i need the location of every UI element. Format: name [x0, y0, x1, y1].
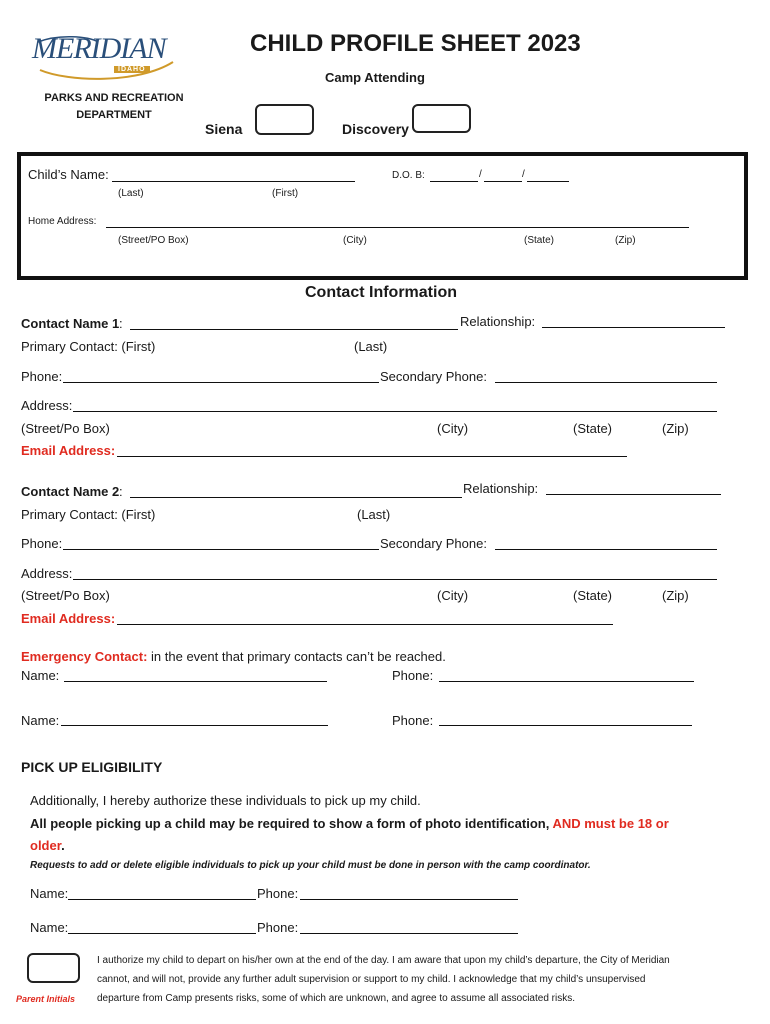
contact2-state-hint: (State) [573, 588, 613, 603]
pickup2-phone-field[interactable] [300, 933, 518, 934]
emergency2-phone-field[interactable] [439, 725, 692, 726]
contact1-colon: : [119, 316, 123, 331]
contact1-relationship-field[interactable] [542, 327, 725, 328]
page-title: CHILD PROFILE SHEET 2023 [250, 30, 581, 57]
pickup-period: . [61, 838, 65, 853]
camp-option-siena-label: Siena [205, 121, 243, 137]
pickup1-phone-field[interactable] [300, 899, 518, 900]
contact2-relationship-field[interactable] [546, 494, 721, 495]
contact-section-title: Contact Information [305, 284, 457, 301]
contact2-primary-first-hint: Primary Contact: (First) [21, 507, 156, 522]
child-name-field[interactable] [112, 181, 355, 182]
contact1-street-hint: (Street/Po Box) [21, 421, 110, 436]
pickup-age-text-2: older [30, 838, 62, 853]
child-name-label: Child’s Name: [28, 167, 109, 182]
contact1-primary-first-hint: Primary Contact: (First) [21, 339, 156, 354]
contact1-city-hint: (City) [437, 421, 469, 436]
dob-day-field[interactable] [484, 181, 522, 182]
camp-attending-label: Camp Attending [325, 70, 425, 85]
pickup-id-text: All people picking up a child may be required to show a form of photo identification, [30, 816, 550, 831]
dob-separator-1: / [479, 169, 482, 180]
logo-text: MERIDIAN [32, 32, 166, 65]
contact1-zip-hint: (Zip) [662, 421, 689, 436]
contact1-address-field[interactable] [73, 411, 717, 412]
contact2-email-field[interactable] [117, 624, 613, 625]
child-info-box [17, 152, 748, 280]
contact1-address-label: Address: [21, 398, 73, 413]
contact1-primary-last-hint: (Last) [354, 339, 388, 354]
contact2-address-field[interactable] [73, 579, 717, 580]
contact2-phone-label: Phone: [21, 536, 63, 551]
contact1-phone-label: Phone: [21, 369, 63, 384]
home-street-hint: (Street/PO Box) [118, 235, 189, 246]
camp-discovery-checkbox[interactable] [412, 104, 471, 133]
pickup2-name-label: Name: [30, 920, 69, 935]
contact2-name-field[interactable] [130, 497, 462, 498]
pickup-id-line [30, 816, 669, 831]
pickup-authorize-text: Additionally, I hereby authorize these individuals to pick up my child. [30, 793, 421, 808]
consent-line-3: departure from Camp presents risks, some of which are unknown, and agree to assume all associated risks. [97, 993, 575, 1004]
contact2-city-hint: (City) [437, 588, 469, 603]
dob-month-field[interactable] [430, 181, 478, 182]
consent-line-2: cannot, and will not, provide any further adult supervision or support to my child. I acknowledge that my child’s unsupervised [97, 974, 646, 985]
pickup-section-title: PICK UP ELIGIBILITY [21, 759, 163, 775]
contact1-secondary-phone-label: Secondary Phone: [380, 369, 487, 384]
contact2-email-label: Email Address: [21, 611, 116, 626]
pickup1-phone-label: Phone: [257, 886, 299, 901]
consent-line-1: I authorize my child to depart on his/her own at the end of the day. I am aware that upon my child’s departure, the City of Meridian [97, 955, 670, 966]
contact1-email-field[interactable] [117, 456, 627, 457]
child-last-hint: (Last) [118, 188, 144, 199]
parent-initials-box[interactable] [27, 953, 80, 983]
contact2-label: Contact Name 2 [21, 484, 120, 499]
contact1-state-hint: (State) [573, 421, 613, 436]
department-name: PARKS AND RECREATION DEPARTMENT [44, 92, 184, 121]
emergency2-phone-label: Phone: [392, 713, 434, 728]
emergency-contact-text: in the event that primary contacts can’t be reached. [147, 649, 446, 664]
meridian-logo [28, 32, 178, 82]
contact1-secondary-phone-field[interactable] [495, 382, 717, 383]
emergency2-name-label: Name: [21, 713, 60, 728]
emergency1-phone-label: Phone: [392, 668, 434, 683]
home-address-field[interactable] [106, 227, 689, 228]
contact1-label: Contact Name 1 [21, 316, 120, 331]
pickup2-phone-label: Phone: [257, 920, 299, 935]
pickup-age-text-1: AND must be 18 or [552, 816, 669, 831]
home-state-hint: (State) [524, 235, 555, 246]
home-city-hint: (City) [343, 235, 367, 246]
emergency2-name-field[interactable] [61, 725, 328, 726]
emergency1-phone-field[interactable] [439, 681, 694, 682]
camp-option-discovery-label: Discovery [342, 121, 409, 137]
dob-separator-2: / [522, 169, 525, 180]
pickup-age-line [30, 838, 65, 853]
contact2-address-label: Address: [21, 566, 73, 581]
contact2-relationship-label: Relationship: [463, 481, 539, 496]
child-first-hint: (First) [272, 188, 299, 199]
home-zip-hint: (Zip) [615, 235, 636, 246]
emergency1-name-label: Name: [21, 668, 60, 683]
pickup2-name-field[interactable] [68, 933, 256, 934]
emergency-contact-line [21, 649, 446, 664]
dob-year-field[interactable] [527, 181, 569, 182]
camp-siena-checkbox[interactable] [255, 104, 314, 135]
emergency1-name-field[interactable] [64, 681, 327, 682]
contact2-street-hint: (Street/Po Box) [21, 588, 110, 603]
contact2-zip-hint: (Zip) [662, 588, 689, 603]
contact1-relationship-label: Relationship: [460, 314, 536, 329]
parent-initials-label: Parent Initials [16, 994, 76, 1004]
pickup1-name-field[interactable] [68, 899, 256, 900]
contact2-secondary-phone-label: Secondary Phone: [380, 536, 487, 551]
consent-text [97, 951, 670, 1008]
dob-label: D.O. B: [392, 170, 425, 181]
contact2-colon: : [119, 484, 123, 499]
pickup1-name-label: Name: [30, 886, 69, 901]
contact2-phone-field[interactable] [63, 549, 379, 550]
contact1-name-field[interactable] [130, 329, 458, 330]
pickup-note: Requests to add or delete eligible individuals to pick up your child must be done in person with the camp coordinator. [30, 860, 591, 871]
emergency-contact-label: Emergency Contact: [21, 649, 148, 664]
contact1-phone-field[interactable] [63, 382, 379, 383]
contact2-primary-last-hint: (Last) [357, 507, 391, 522]
contact2-secondary-phone-field[interactable] [495, 549, 717, 550]
home-address-label: Home Address: [28, 216, 97, 227]
logo-subtext: IDAHO [114, 66, 150, 73]
contact1-email-label: Email Address: [21, 443, 116, 458]
